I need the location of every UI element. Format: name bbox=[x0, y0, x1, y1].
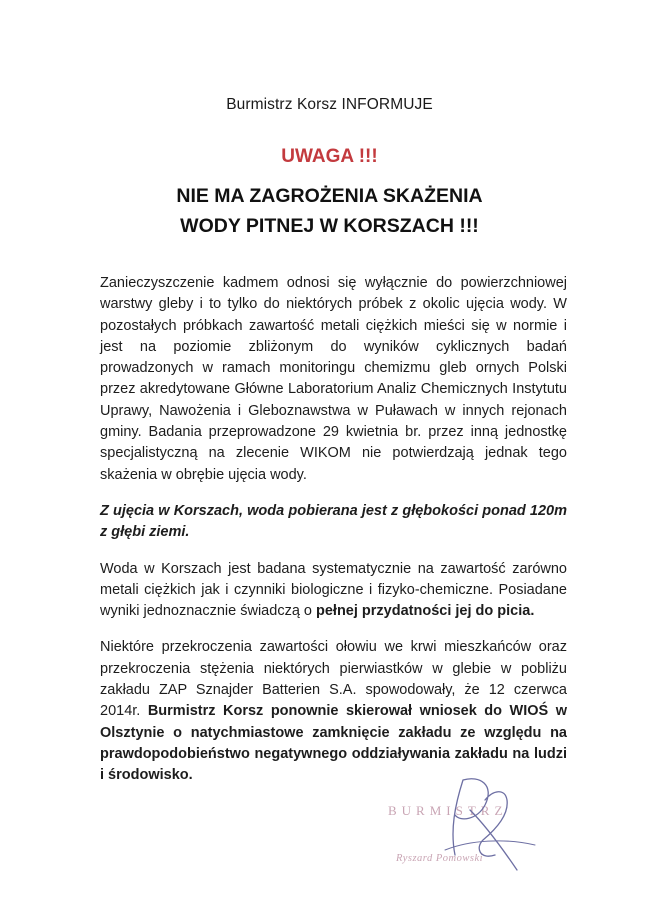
headline-line-2: WODY PITNEJ W KORSZACH !!! bbox=[180, 215, 479, 237]
document-body bbox=[100, 273, 567, 802]
paragraph-water-testing-bold: pełnej przydatności jej do picia. bbox=[316, 603, 535, 620]
paragraph-water-testing-text: Woda w Korszach jest badana systematycznie na zawartość zarówno metali ciężkich jak i czynniki biologiczne i fizyko-chemiczne. Posiadane wyniki jednoznacznie świadczą o bbox=[100, 560, 567, 620]
paragraph-water-depth: Z ujęcia w Korszach, woda pobierana jest z głębokości ponad 120m z głębi ziemi. bbox=[100, 502, 567, 541]
paragraph-soil-contamination: Zanieczyszczenie kadmem odnosi się wyłącznie do powierzchniowej warstwy gleby i to tylko do niektórych próbek z okolic ujęcia wody. W pozostałych próbkach zawartość metali ciężkich mieści się w normie i jest na poziomie zbliżonym do wyników cyklicznych badań prowadzonych w ramach monitoringu chemizmu gleb ornych Polski przez akredytowane Główne Laboratorium Analiz Chemicznych Instytutu Uprawy, Nawożenia i Gleboznawstwa w Puławach w innych rejonach gminy. Badania przeprowadzone 29 kwietnia br. przez inną jednostkę specjalistyczną na zlecenie WIKOM nie potwierdzają jednak tego skażenia w obrębie ujęcia wody. bbox=[100, 275, 567, 483]
mayor-stamp-name: Ryszard Pomowski bbox=[396, 853, 484, 864]
paragraph-plant-closure-bold: Burmistrz Korsz ponownie skierował wniosek do WIOŚ w Olsztynie o natychmiastowe zamknięcie zakładu ze względu na prawdopodobieństwo negatywnego oddziaływania zakładu na ludzi i środowisko. bbox=[100, 703, 567, 784]
handwritten-signature bbox=[425, 760, 545, 880]
headline-line-1: NIE MA ZAGROŻENIA SKAŻENIA bbox=[176, 185, 483, 207]
document-header: Burmistrz Korsz INFORMUJE bbox=[226, 96, 433, 113]
main-headline bbox=[0, 181, 659, 241]
alert-heading: UWAGA !!! bbox=[281, 146, 378, 167]
paragraph-plant-closure-text: Niektóre przekroczenia zawartości ołowiu we krwi mieszkańców oraz przekroczenia stężenia niektórych pierwiastków w glebie w pobliżu zakładu ZAP Sznajder Batterien S.A. spowodowały, że 12 czerwca 2014r. bbox=[100, 639, 567, 720]
mayor-stamp-title: BURMISTRZ bbox=[388, 803, 508, 818]
paragraph-water-testing bbox=[100, 559, 567, 623]
